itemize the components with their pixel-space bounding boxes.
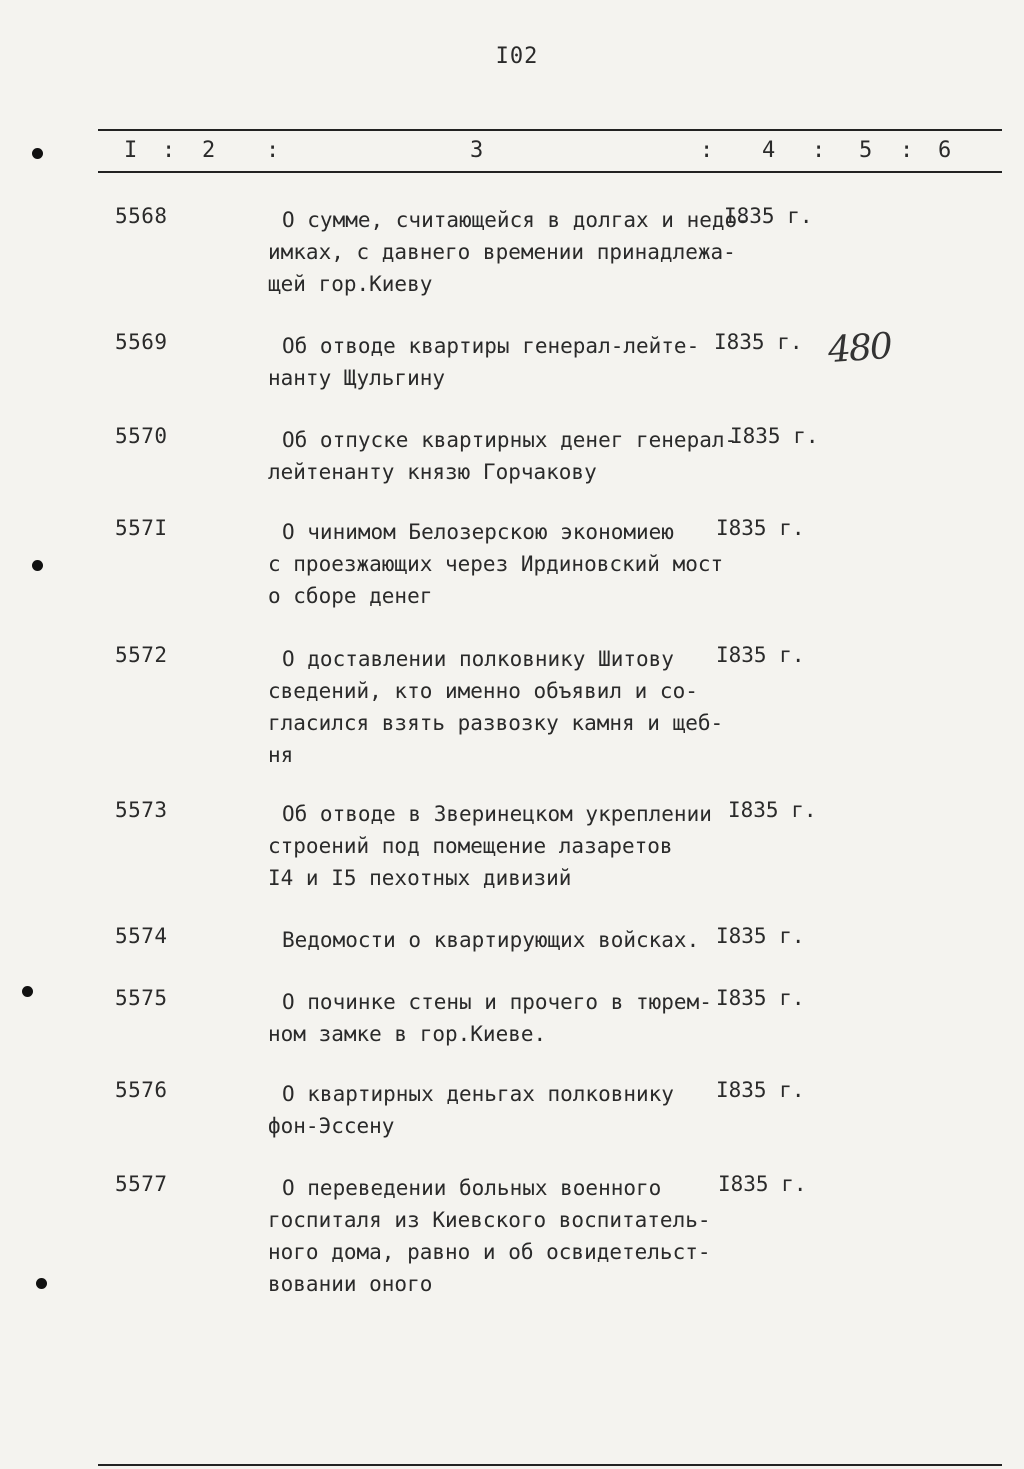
entry-line: строений под помещение лазаретов <box>268 834 673 858</box>
entry-description <box>268 330 699 394</box>
entry-line: I4 и I5 пехотных дивизий <box>268 866 572 890</box>
entry-line: фон-Эссену <box>268 1114 395 1138</box>
entry-description <box>268 986 712 1050</box>
entry-line: щей гор.Киеву <box>268 272 433 296</box>
entry-date: I835 г. <box>716 1078 805 1102</box>
entry-line: Об отводе в Зверинецком укреплении <box>282 802 712 826</box>
entry-number: 5576 <box>115 1078 168 1102</box>
entry-date: I835 г. <box>716 986 805 1010</box>
entry-line: Ведомости о квартирующих войсках. <box>282 928 700 952</box>
entry-line: лейтенанту князю Горчакову <box>268 460 597 484</box>
entry-line: О чинимом Белозерскою экономиею <box>282 520 674 544</box>
entry-date: I835 г. <box>728 798 817 822</box>
entry-date: I835 г. <box>716 643 805 667</box>
binding-hole-icon <box>32 148 43 159</box>
entry-line: Об отпуске квартирных денег генерал- <box>282 428 738 452</box>
entry-number: 5577 <box>115 1172 168 1196</box>
entry-line: вовании оного <box>268 1272 433 1296</box>
column-header-sep: : <box>900 138 914 163</box>
entry-date: I835 г. <box>724 204 813 228</box>
entry-description <box>268 516 723 612</box>
entry-description <box>268 424 737 488</box>
entry-number: 5568 <box>115 204 168 228</box>
column-header-1: I <box>124 138 138 163</box>
column-header-sep: : <box>700 138 714 163</box>
column-header-2: 2 <box>202 138 216 163</box>
entry-line: о сборе денег <box>268 584 433 608</box>
entry-line: О починке стены и прочего в тюрем- <box>282 990 712 1014</box>
column-header-sep: : <box>812 138 826 163</box>
column-header-sep: : <box>266 138 280 163</box>
entry-description <box>268 798 712 894</box>
entry-number: 5575 <box>115 986 168 1010</box>
entry-line: О сумме, считающейся в долгах и недо- <box>282 208 750 232</box>
entry-line: гласился взять развозку камня и щеб- <box>268 711 724 735</box>
entry-line: с проезжающих через Ирдиновский мост <box>268 552 724 576</box>
entry-number: 5574 <box>115 924 168 948</box>
entry-line: ном замке в гор.Киеве. <box>268 1022 547 1046</box>
entry-line: Об отводе квартиры генерал-лейте- <box>282 334 700 358</box>
entry-date: I835 г. <box>714 330 803 354</box>
bottom-rule <box>98 1464 1002 1466</box>
entry-date: I835 г. <box>730 424 819 448</box>
header-bottom-rule <box>98 171 1002 173</box>
entry-date: I835 г. <box>718 1172 807 1196</box>
entry-description <box>268 204 750 300</box>
binding-hole-icon <box>36 1278 47 1289</box>
entry-description <box>268 643 723 771</box>
column-header-sep: : <box>162 138 176 163</box>
entry-date: I835 г. <box>716 924 805 948</box>
entry-line: нанту Щульгину <box>268 366 446 390</box>
entry-line: О переведении больных военного <box>282 1176 662 1200</box>
entry-line: госпиталя из Киевского воспитатель- <box>268 1208 711 1232</box>
entry-line: ня <box>268 743 294 767</box>
entry-description <box>268 1172 711 1300</box>
entry-number: 5573 <box>115 798 168 822</box>
binding-hole-icon <box>32 560 43 571</box>
page-number: I02 <box>495 44 539 69</box>
handwritten-annotation: 480 <box>826 325 893 372</box>
binding-hole-icon <box>22 986 33 997</box>
entry-number: 5572 <box>115 643 168 667</box>
column-header-6: 6 <box>938 138 952 163</box>
entry-date: I835 г. <box>716 516 805 540</box>
column-header-4: 4 <box>762 138 776 163</box>
entry-line: ного дома, равно и об освидетельст- <box>268 1240 711 1264</box>
entry-line: сведений, кто именно объявил и со- <box>268 679 698 703</box>
entry-description <box>268 1078 674 1142</box>
header-top-rule <box>98 129 1002 131</box>
entry-number: 5570 <box>115 424 168 448</box>
entry-number: 557I <box>115 516 168 540</box>
column-header-3: 3 <box>470 138 484 163</box>
entry-line: О доставлении полковнику Шитову <box>282 647 674 671</box>
entry-line: О квартирных деньгах полковнику <box>282 1082 674 1106</box>
column-header-5: 5 <box>859 138 873 163</box>
entry-description <box>268 924 699 956</box>
entry-number: 5569 <box>115 330 168 354</box>
entry-line: имках, с давнего времении принадлежа- <box>268 240 736 264</box>
